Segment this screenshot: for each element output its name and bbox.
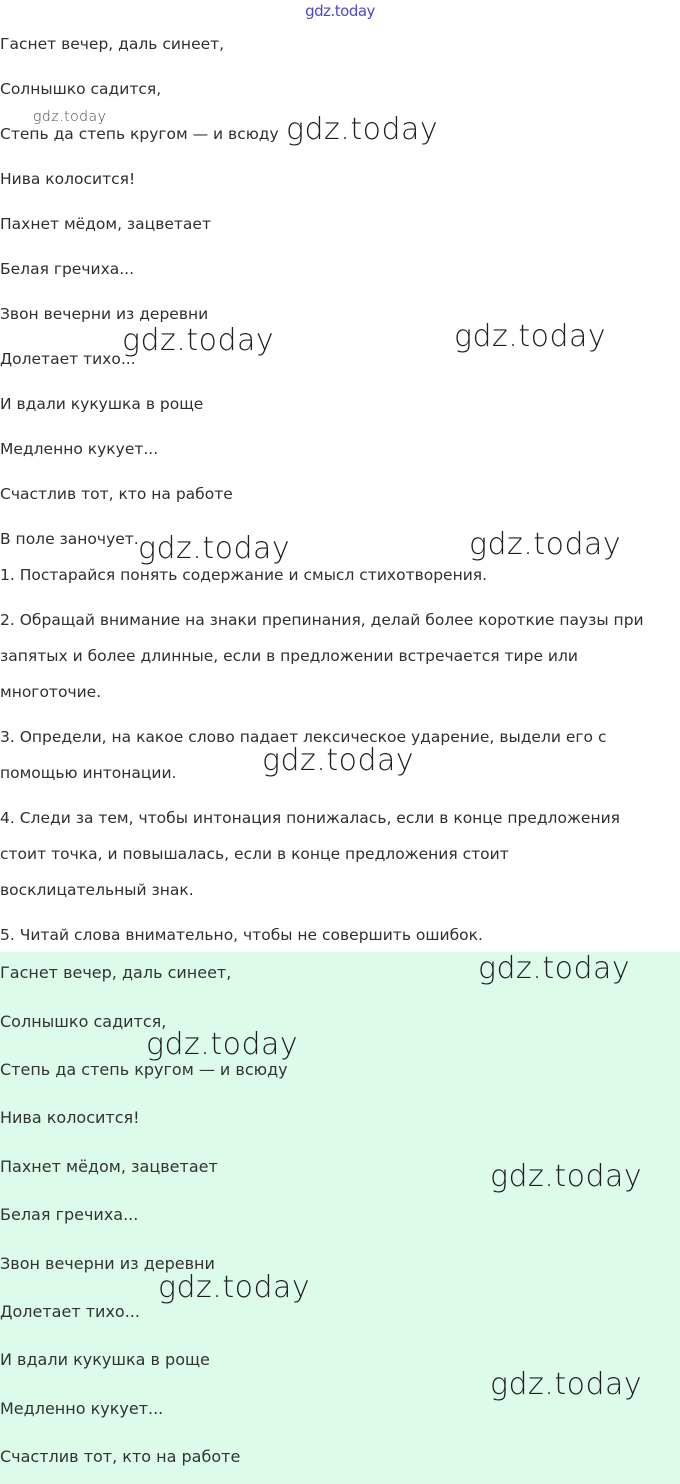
watermark: gdz.today bbox=[138, 531, 291, 566]
watermark: gdz.today bbox=[490, 1159, 643, 1194]
poem-line: Медленно кукует... bbox=[0, 1399, 164, 1418]
poem-line: Нива колосится! bbox=[0, 170, 136, 188]
tip-line: помощью интонации. bbox=[0, 764, 177, 782]
poem-line: Долетает тихо... bbox=[0, 350, 136, 368]
poem-line: Солнышко садится, bbox=[0, 80, 162, 98]
poem-line: Звон вечерни из деревни bbox=[0, 1254, 215, 1273]
poem-line: Долетает тихо... bbox=[0, 1302, 140, 1321]
poem-line: И вдали кукушка в роще bbox=[0, 1350, 210, 1369]
watermark: gdz.today bbox=[262, 743, 415, 778]
site-logo[interactable]: gdz.today bbox=[305, 2, 375, 20]
poem-line: Счастлив тот, кто на работе bbox=[0, 485, 233, 503]
watermark: gdz.today bbox=[33, 109, 107, 125]
tip-line: запятых и более длинные, если в предложении встречается тире или bbox=[0, 647, 578, 665]
poem-line: Медленно кукует... bbox=[0, 440, 159, 458]
watermark: gdz.today bbox=[454, 319, 607, 354]
poem-line: Гаснет вечер, даль синеет, bbox=[0, 35, 225, 53]
tip-line: стоит точка, и повышалась, если в конце предложения стоит bbox=[0, 845, 509, 863]
poem-line: Белая гречиха... bbox=[0, 260, 135, 278]
poem-line: Пахнет мёдом, зацветает bbox=[0, 1157, 218, 1176]
poem-line: Белая гречиха... bbox=[0, 1205, 139, 1224]
tip-line: 4. Следи за тем, чтобы интонация понижалась, если в конце предложения bbox=[0, 809, 620, 827]
watermark: gdz.today bbox=[478, 951, 631, 986]
poem-line: Нива колосится! bbox=[0, 1108, 140, 1127]
tip-line: восклицательный знак. bbox=[0, 881, 194, 899]
tip-line: 2. Обращай внимание на знаки препинания, делай более короткие паузы при bbox=[0, 611, 644, 629]
poem-line: Солнышко садится, bbox=[0, 1012, 167, 1031]
poem-line: Звон вечерни из деревни bbox=[0, 305, 209, 323]
watermark: gdz.today bbox=[490, 1367, 643, 1402]
poem-line: И вдали кукушка в роще bbox=[0, 395, 204, 413]
poem-line: Счастлив тот, кто на работе bbox=[0, 1447, 241, 1466]
watermark: gdz.today bbox=[469, 527, 622, 562]
poem-line: Гаснет вечер, даль синеет, bbox=[0, 963, 232, 982]
tip-line: 5. Читай слова внимательно, чтобы не совершить ошибок. bbox=[0, 926, 483, 944]
poem-line: Степь да степь кругом — и всюду bbox=[0, 125, 279, 143]
poem-line: Степь да степь кругом — и всюду bbox=[0, 1060, 288, 1079]
watermark: gdz.today bbox=[146, 1027, 299, 1062]
watermark: gdz.today bbox=[158, 1270, 311, 1305]
tip-line: 3. Определи, на какое слово падает лексическое ударение, выдели его с bbox=[0, 728, 607, 746]
watermark: gdz.today bbox=[286, 112, 439, 147]
tip-line: 1. Постарайся понять содержание и смысл стихотворения. bbox=[0, 566, 488, 584]
watermark: gdz.today bbox=[122, 323, 275, 358]
poem-green-section bbox=[0, 952, 680, 1484]
tip-line: многоточие. bbox=[0, 683, 102, 701]
poem-line: Пахнет мёдом, зацветает bbox=[0, 215, 211, 233]
poem-line: В поле заночует. bbox=[0, 530, 139, 548]
